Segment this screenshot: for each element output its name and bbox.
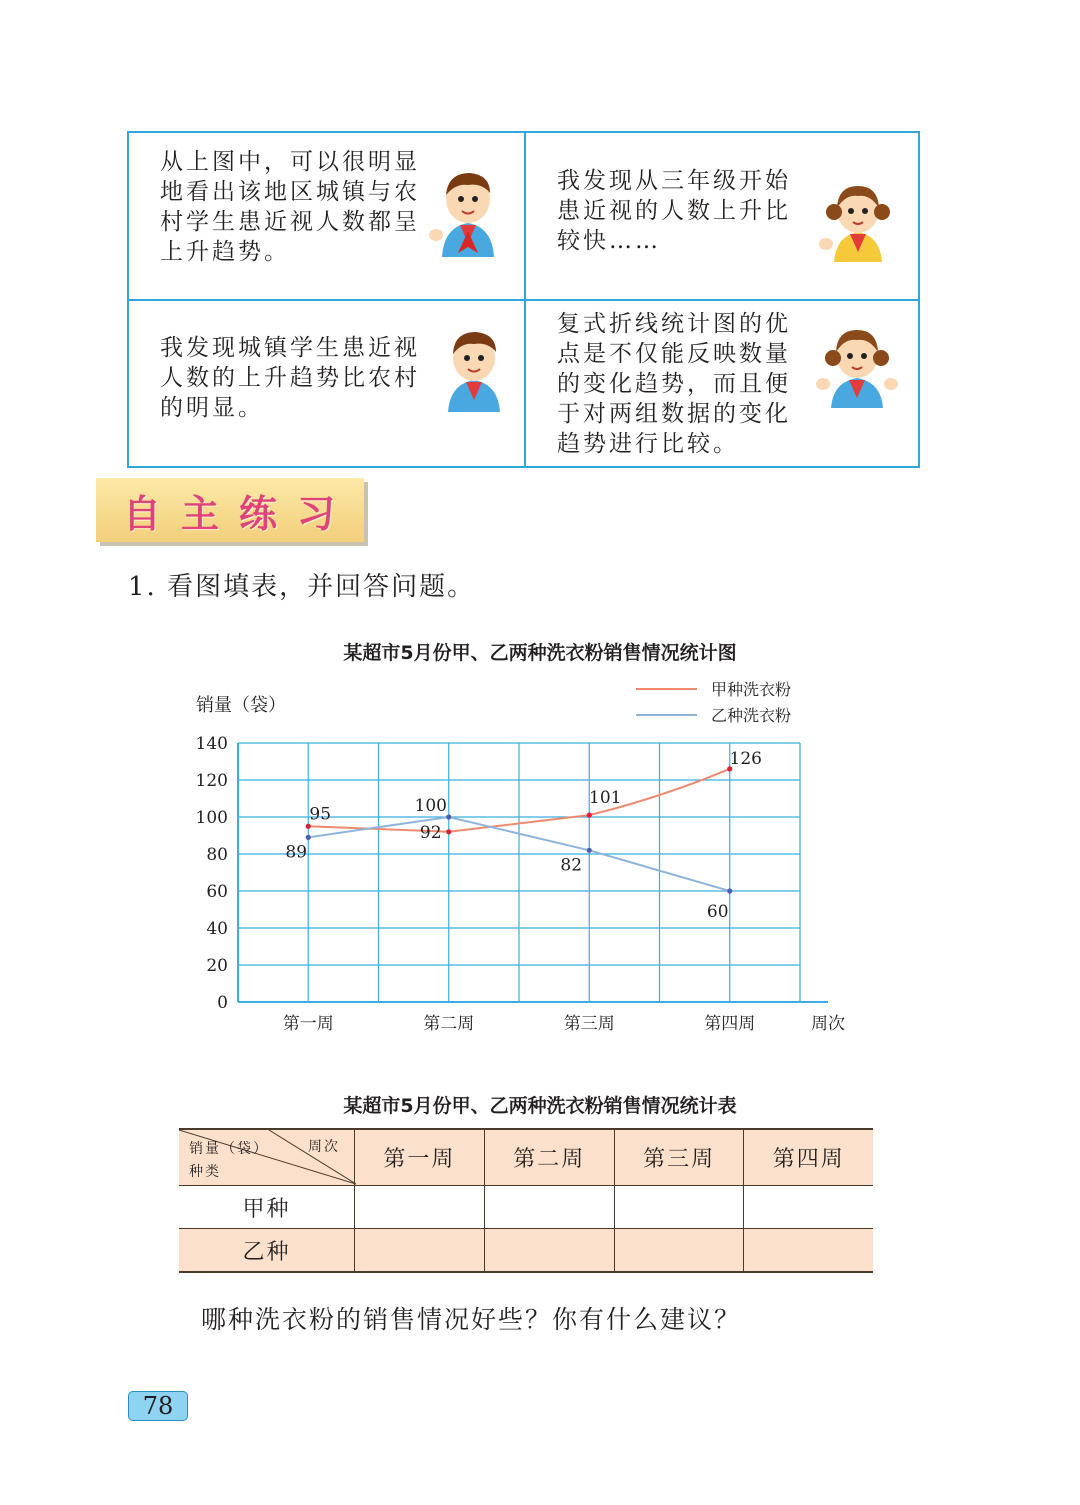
corner-label-week: 周次 (308, 1139, 340, 1155)
y-tick-label: 0 (217, 993, 228, 1013)
question-text: 哪种洗衣粉的销售情况好些？你有什么建议？ (201, 1305, 742, 1334)
y-tick-label: 140 (195, 734, 228, 754)
data-label: 82 (560, 855, 583, 876)
data-point (446, 829, 451, 834)
y-tick-label: 40 (206, 919, 228, 939)
y-tick-label: 20 (206, 956, 228, 976)
page-number: 78 (128, 1391, 188, 1421)
table-corner-cell (179, 1129, 355, 1186)
discussion-text-1: 从上图中，可以很明显 地看出该地区城镇与农 村学生患近视人数都呈 上升趋势。 (160, 149, 420, 265)
section-banner (96, 478, 364, 542)
table-header-row (179, 1129, 873, 1186)
data-point (306, 835, 311, 840)
column-header: 第一周 (355, 1129, 485, 1186)
table-title: 某超市5月份甲、乙两种洗衣粉销售情况统计表 (343, 1095, 737, 1117)
grid-divider-horizontal (129, 299, 918, 301)
line-chart (0, 670, 1080, 1060)
data-label: 126 (729, 748, 762, 769)
data-label: 60 (706, 902, 729, 922)
table-cell[interactable] (355, 1186, 485, 1229)
column-header: 第三周 (614, 1129, 744, 1186)
x-tick-label: 第四周 (704, 1014, 756, 1034)
data-label: 100 (414, 796, 447, 816)
boy-avatar-icon (436, 328, 512, 412)
girl-avatar-icon (815, 322, 899, 408)
question-1: 1. 看图填表，并回答问题。 (128, 572, 476, 602)
data-point (587, 848, 592, 853)
table-cell[interactable] (614, 1229, 744, 1273)
y-axis-label: 销量（袋） (196, 695, 286, 716)
legend-label-jia: 甲种洗衣粉 (711, 680, 792, 699)
data-label: 95 (309, 804, 332, 825)
column-header: 第四周 (744, 1129, 873, 1186)
table-row (179, 1229, 873, 1273)
y-tick-label: 60 (206, 882, 228, 902)
x-axis-label: 周次 (811, 1014, 845, 1034)
data-label: 92 (419, 822, 442, 843)
table-row (179, 1186, 873, 1229)
discussion-text-3: 我发现城镇学生患近视 人数的上升趋势比农村 的明显。 (160, 335, 420, 421)
section-title: 自主练习 (122, 491, 355, 536)
legend-label-yi: 乙种洗衣粉 (711, 706, 792, 725)
data-point (727, 888, 732, 893)
table-cell[interactable] (744, 1186, 873, 1229)
girl-avatar-icon (818, 178, 898, 262)
x-tick-label: 第三周 (563, 1014, 615, 1034)
discussion-text-4: 复式折线统计图的优 点是不仅能反映数量 的变化趋势，而且便 于对两组数据的变化 趋势进行比较。 (557, 311, 791, 457)
row-label: 乙种 (179, 1229, 355, 1273)
corner-label-sales: 销量（袋） (189, 1141, 269, 1157)
table-cell[interactable] (355, 1229, 485, 1273)
x-tick-label: 第二周 (423, 1014, 475, 1034)
y-tick-label: 80 (206, 845, 228, 865)
data-point (306, 824, 311, 829)
x-tick-label: 第一周 (282, 1014, 334, 1034)
table-cell[interactable] (744, 1229, 873, 1273)
table-cell[interactable] (484, 1186, 614, 1229)
table-cell[interactable] (614, 1186, 744, 1229)
table-cell[interactable] (484, 1229, 614, 1273)
y-tick-label: 100 (195, 808, 228, 828)
data-point (587, 813, 592, 818)
boy-avatar-icon (428, 165, 508, 257)
discussion-text-2: 我发现从三年级开始 患近视的人数上升比 较快…… (557, 168, 791, 254)
row-label: 甲种 (179, 1186, 355, 1229)
chart-title: 某超市5月份甲、乙两种洗衣粉销售情况统计图 (343, 642, 737, 664)
corner-label-type: 种类 (189, 1164, 221, 1180)
stat-table (179, 1128, 873, 1273)
data-label: 89 (285, 842, 308, 863)
y-tick-label: 120 (195, 771, 228, 791)
data-label: 101 (589, 788, 622, 809)
column-header: 第二周 (484, 1129, 614, 1186)
